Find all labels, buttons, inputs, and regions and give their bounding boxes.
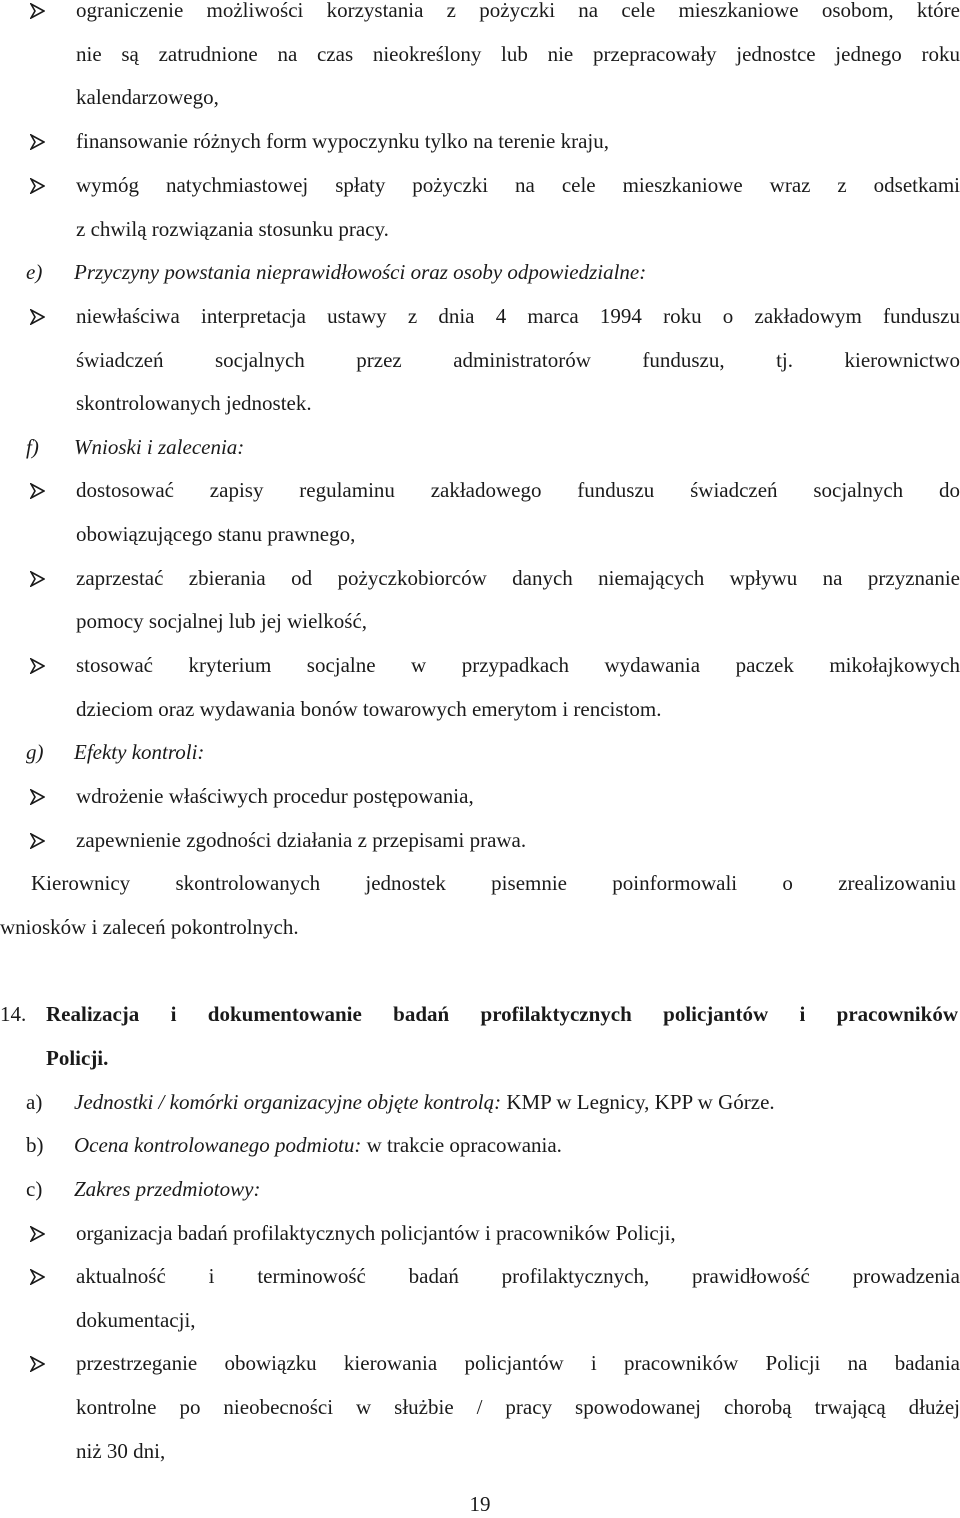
item-text: KMP w Legnicy, KPP w Górze.: [501, 1090, 775, 1114]
list-item: [30, 644, 960, 688]
item-italic: Zakres przedmiotowy:: [74, 1177, 261, 1201]
item-label: b): [26, 1133, 44, 1157]
bullet-line: zaprzestać zbierania od pożyczkobiorców danych niemających wpływu na przyznanie: [76, 566, 960, 590]
arrow-bullet-icon: [30, 571, 45, 587]
item-label: c): [26, 1177, 43, 1201]
bullet-line: niż 30 dni,: [76, 1439, 166, 1463]
item-c: [26, 1168, 960, 1212]
bullet-line: aktualność i terminowość badań profilaktycznych, prawidłowość prowadzenia: [76, 1264, 960, 1288]
arrow-bullet-icon: [30, 1226, 45, 1242]
item-italic: Jednostki / komórki organizacyjne objęte kontrolą:: [74, 1090, 502, 1114]
bullet-line: zapewnienie zgodności działania z przepisami prawa.: [76, 828, 527, 852]
bullet-line: ograniczenie możliwości korzystania z pożyczki na cele mieszkaniowe osobom, które: [76, 0, 960, 22]
list-item: [30, 120, 960, 164]
list-item: [30, 164, 960, 208]
section-label: g): [26, 740, 44, 764]
arrow-bullet-icon: [30, 3, 45, 19]
bullet-line: niewłaściwa interpretacja ustawy z dnia 4 marca 1994 roku o zakładowym funduszu: [76, 304, 960, 328]
bullet-line: pomocy socjalnej lub jej wielkość,: [76, 609, 368, 633]
arrow-bullet-icon: [30, 134, 45, 150]
bullet-line: dostosować zapisy regulaminu zakładowego funduszu świadczeń socjalnych do: [76, 478, 960, 502]
bullet-line: kontrolne po nieobecności w służbie / pracy spowodowanej chorobą trwającą dłużej: [76, 1395, 960, 1419]
arrow-bullet-icon: [30, 789, 45, 805]
bullet-line: kalendarzowego,: [76, 85, 219, 109]
list-item: [30, 469, 960, 513]
section-title: Przyczyny powstania nieprawidłowości oraz osoby odpowiedzialne:: [74, 260, 647, 284]
arrow-bullet-icon: [30, 1269, 45, 1285]
bullet-line: finansowanie różnych form wypoczynku tylko na terenie kraju,: [76, 129, 609, 153]
list-item: [30, 1255, 960, 1299]
arrow-bullet-icon: [30, 178, 45, 194]
list-item: [30, 1212, 960, 1256]
bullet-line: wymóg natychmiastowej spłaty pożyczki na cele mieszkaniowe wraz z odsetkami: [76, 173, 960, 197]
closing-paragraph-line: wniosków i zaleceń pokontrolnych.: [0, 915, 299, 939]
section-title-continued: Policji.: [46, 1046, 109, 1070]
bullet-line: obowiązującego stanu prawnego,: [76, 522, 356, 546]
section-f-heading: [26, 426, 960, 470]
arrow-bullet-icon: [30, 1356, 45, 1372]
list-item: [30, 0, 960, 33]
section-title: Wnioski i zalecenia:: [74, 435, 245, 459]
item-text: w trakcie opracowania.: [361, 1133, 562, 1157]
section-title: Realizacja i dokumentowanie badań profilaktycznych policjantów i pracowników: [46, 1002, 958, 1026]
section-number: 14.: [0, 1002, 27, 1026]
bullet-line: organizacja badań profilaktycznych policjantów i pracowników Policji,: [76, 1221, 676, 1245]
list-item: [30, 1342, 960, 1386]
closing-paragraph-line: Kierownicy skontrolowanych jednostek pisemnie poinformowali o zrealizowaniu: [31, 871, 956, 895]
section-title: Efekty kontroli:: [74, 740, 205, 764]
arrow-bullet-icon: [30, 483, 45, 499]
arrow-bullet-icon: [30, 658, 45, 674]
item-italic: Ocena kontrolowanego podmiotu:: [74, 1133, 362, 1157]
arrow-bullet-icon: [30, 309, 45, 325]
section-14-heading: [0, 993, 960, 1037]
list-item: [30, 775, 960, 819]
bullet-line: przestrzeganie obowiązku kierowania policjantów i pracowników Policji na badania: [76, 1351, 960, 1375]
bullet-line: skontrolowanych jednostek.: [76, 391, 312, 415]
section-label: e): [26, 260, 43, 284]
list-item: [30, 295, 960, 339]
bullet-line: z chwilą rozwiązania stosunku pracy.: [76, 217, 389, 241]
item-label: a): [26, 1090, 43, 1114]
arrow-bullet-icon: [30, 833, 45, 849]
list-item: [30, 557, 960, 601]
bullet-line: świadczeń socjalnych przez administratorów funduszu, tj. kierownictwo: [76, 348, 960, 372]
section-label: f): [26, 435, 39, 459]
bullet-line: dzieciom oraz wydawania bonów towarowych emerytom i rencistom.: [76, 697, 662, 721]
section-g-heading: [26, 731, 960, 775]
bullet-line: wdrożenie właściwych procedur postępowania,: [76, 784, 474, 808]
item-a: [26, 1081, 960, 1125]
list-item: [30, 819, 960, 863]
bullet-line: stosować kryterium socjalne w przypadkach wydawania paczek mikołajkowych: [76, 653, 960, 677]
bullet-line: nie są zatrudnione na czas nieokreślony lub nie przepracowały jednostce jednego roku: [76, 42, 960, 66]
item-b: [26, 1124, 960, 1168]
bullet-line: dokumentacji,: [76, 1308, 196, 1332]
page-number: 19: [469, 1492, 491, 1516]
section-e-heading: [26, 251, 960, 295]
